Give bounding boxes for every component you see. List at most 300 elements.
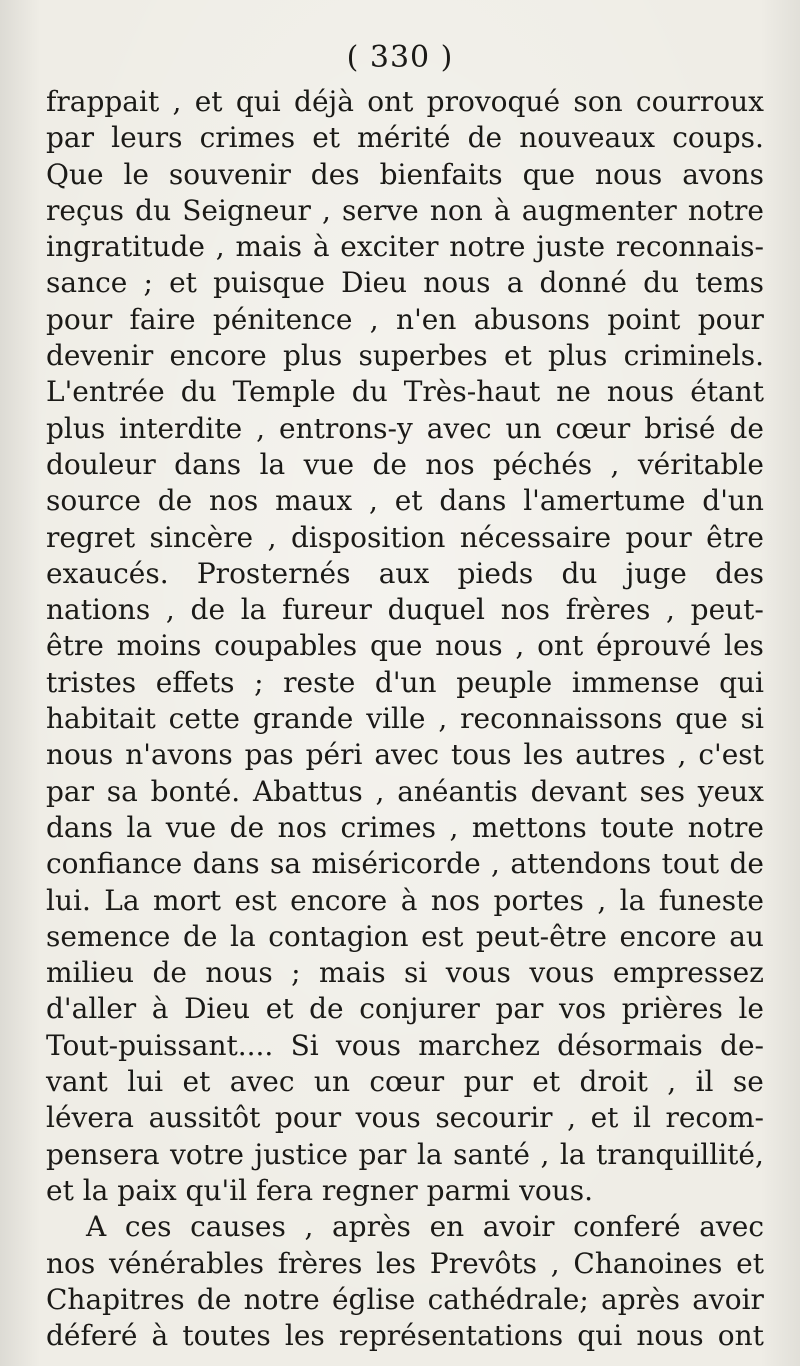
word: portes bbox=[493, 883, 584, 917]
word: L'entrée bbox=[46, 375, 165, 409]
word: peut- bbox=[690, 593, 764, 627]
word: se bbox=[732, 1065, 764, 1099]
word: Tout-puissant.... bbox=[46, 1028, 274, 1062]
word: , bbox=[610, 447, 620, 481]
text-line bbox=[46, 737, 764, 773]
word: l'amertume bbox=[523, 484, 686, 518]
word: plus bbox=[282, 339, 343, 373]
text-line bbox=[46, 810, 764, 846]
word: peuple bbox=[456, 665, 553, 699]
body-text bbox=[46, 84, 764, 1354]
word: si bbox=[740, 702, 764, 736]
word: avons bbox=[682, 157, 764, 191]
word: nous bbox=[46, 738, 114, 772]
word: contagion bbox=[268, 919, 409, 953]
text-line bbox=[46, 991, 764, 1027]
word: vous bbox=[335, 1028, 401, 1062]
word: avec bbox=[699, 1210, 764, 1244]
word: par bbox=[495, 992, 544, 1026]
word: sance bbox=[46, 266, 128, 300]
word: avoir bbox=[692, 1282, 764, 1316]
word: reconnais- bbox=[615, 230, 764, 264]
word: empressez bbox=[612, 956, 764, 990]
word: Que bbox=[46, 157, 104, 191]
word: n'en bbox=[396, 302, 457, 336]
word: qui bbox=[577, 1319, 623, 1353]
word: cœur bbox=[369, 1065, 445, 1099]
word: église bbox=[331, 1282, 416, 1316]
text-line bbox=[46, 846, 764, 882]
word: yeux bbox=[697, 774, 764, 808]
word: nous bbox=[205, 956, 273, 990]
word: , bbox=[369, 302, 379, 336]
word: la bbox=[230, 919, 256, 953]
text-line bbox=[46, 1318, 764, 1354]
word: tranquillité, bbox=[596, 1137, 764, 1171]
word: d'un bbox=[702, 484, 764, 518]
word: un bbox=[313, 1065, 350, 1099]
word: être bbox=[706, 520, 764, 554]
word: douleur bbox=[46, 447, 156, 481]
word: Chanoines bbox=[573, 1246, 723, 1280]
word: son bbox=[573, 85, 623, 118]
word: cathédrale; bbox=[427, 1282, 589, 1316]
word: non bbox=[429, 193, 483, 227]
word: la bbox=[619, 883, 646, 917]
word: toute bbox=[600, 810, 675, 844]
word: votre bbox=[170, 1137, 244, 1171]
word: , bbox=[369, 484, 378, 518]
word: d'aller bbox=[46, 992, 137, 1026]
word: et bbox=[503, 339, 532, 373]
word: encore bbox=[290, 883, 388, 917]
word: sa bbox=[270, 847, 302, 881]
word: immense bbox=[571, 665, 700, 699]
word: ont bbox=[717, 1319, 764, 1353]
word: nous bbox=[423, 266, 491, 300]
word: , bbox=[540, 1137, 550, 1171]
word: reçus bbox=[46, 193, 125, 227]
word: pour bbox=[274, 1101, 342, 1135]
word: est bbox=[234, 883, 277, 917]
word: et bbox=[182, 1065, 211, 1099]
word: nécessaire bbox=[459, 520, 612, 554]
word: Si bbox=[290, 1028, 319, 1062]
word: nos bbox=[209, 484, 259, 518]
word: nos bbox=[500, 593, 550, 627]
word: duquel bbox=[387, 593, 486, 627]
word: des bbox=[715, 556, 764, 590]
word: criminels. bbox=[623, 339, 764, 373]
word: ville bbox=[366, 702, 426, 736]
text-line bbox=[46, 338, 764, 374]
word: mettons bbox=[471, 810, 587, 844]
word: par bbox=[358, 1137, 407, 1171]
text-line bbox=[46, 1028, 764, 1064]
word: représentations bbox=[338, 1319, 564, 1353]
word: juge bbox=[625, 556, 687, 590]
word: nous bbox=[595, 157, 663, 191]
word: de bbox=[729, 411, 764, 445]
word: de bbox=[157, 484, 193, 518]
word: Dieu bbox=[184, 992, 251, 1026]
word: , bbox=[172, 85, 182, 118]
text-line bbox=[46, 84, 764, 120]
word: nous bbox=[606, 375, 675, 409]
word: mérité bbox=[357, 121, 451, 155]
word: faire bbox=[129, 302, 196, 336]
word: devenir bbox=[46, 339, 154, 373]
word: dans bbox=[46, 810, 114, 844]
word: causes bbox=[190, 1210, 286, 1244]
word: avec bbox=[374, 738, 440, 772]
word: que bbox=[369, 629, 423, 663]
word: serve bbox=[342, 193, 419, 227]
word: notre bbox=[687, 193, 764, 227]
word: c'est bbox=[698, 738, 764, 772]
word: miséricorde bbox=[311, 847, 481, 881]
word: Très-haut bbox=[403, 375, 541, 409]
word: ces bbox=[124, 1210, 172, 1244]
word: ne bbox=[556, 375, 591, 409]
word: à bbox=[151, 1319, 169, 1353]
word: souvenir bbox=[168, 157, 291, 191]
word: grande bbox=[252, 702, 354, 736]
word: , bbox=[375, 774, 385, 808]
text-line bbox=[46, 701, 764, 737]
word: du bbox=[643, 266, 680, 300]
word: être bbox=[46, 629, 104, 663]
text-line bbox=[46, 1209, 764, 1245]
word: les bbox=[724, 629, 764, 663]
word: brisé bbox=[644, 411, 716, 445]
word: , bbox=[567, 1101, 577, 1135]
word: bienfaits bbox=[379, 157, 503, 191]
word: autres bbox=[575, 738, 666, 772]
word: pénitence bbox=[212, 302, 353, 336]
word: maux bbox=[275, 484, 353, 518]
word: le bbox=[123, 157, 149, 191]
word: et bbox=[394, 484, 423, 518]
word: plus bbox=[548, 339, 608, 373]
word: entrons-y bbox=[279, 411, 413, 445]
word: Prevôts bbox=[429, 1246, 537, 1280]
word: dans bbox=[174, 447, 242, 481]
word: et bbox=[265, 992, 294, 1026]
word: crimes bbox=[340, 810, 436, 844]
text-line bbox=[46, 302, 764, 338]
word: en bbox=[429, 1210, 465, 1244]
text-line bbox=[46, 447, 764, 483]
word: , bbox=[304, 1210, 314, 1244]
word: peut-être bbox=[475, 919, 607, 953]
word: tout bbox=[661, 847, 720, 881]
word: point bbox=[607, 302, 681, 336]
word: véritable bbox=[637, 447, 764, 481]
word: aussitôt bbox=[148, 1101, 261, 1135]
word: les bbox=[376, 1246, 417, 1280]
word: exciter bbox=[340, 230, 439, 264]
word: par bbox=[46, 121, 95, 155]
word: et bbox=[736, 1246, 764, 1280]
word: du bbox=[180, 375, 217, 409]
text-line bbox=[46, 374, 764, 410]
word: coupables bbox=[214, 629, 358, 663]
text-line-content: et la paix qu'il fera regner parmi vous. bbox=[46, 1173, 594, 1207]
word: moins bbox=[116, 629, 202, 663]
word: a bbox=[506, 266, 524, 300]
word: devant bbox=[530, 774, 627, 808]
word: , bbox=[491, 847, 500, 881]
word: milieu bbox=[46, 956, 135, 990]
text-line bbox=[46, 120, 764, 156]
word: reste bbox=[283, 665, 356, 699]
word: de bbox=[729, 847, 764, 881]
text-line bbox=[46, 665, 764, 701]
word: et bbox=[590, 1101, 619, 1135]
text-line bbox=[46, 1246, 764, 1282]
word: donné bbox=[539, 266, 627, 300]
word: la bbox=[259, 447, 286, 481]
word: dans bbox=[192, 847, 260, 881]
word: les bbox=[523, 738, 564, 772]
word: de bbox=[229, 810, 265, 844]
word: que bbox=[675, 702, 728, 736]
word: que bbox=[522, 157, 576, 191]
word: nations bbox=[46, 593, 151, 627]
text-line bbox=[46, 520, 764, 556]
word: mais bbox=[319, 956, 386, 990]
word: est bbox=[421, 919, 464, 953]
word: n'avons bbox=[125, 738, 233, 772]
word: nos bbox=[46, 1246, 96, 1280]
word: après bbox=[601, 1282, 680, 1316]
word: de bbox=[309, 992, 344, 1026]
word: Dieu bbox=[341, 266, 408, 300]
word: qui bbox=[719, 665, 764, 699]
word: Prosternés bbox=[196, 556, 351, 590]
word: de bbox=[190, 593, 226, 627]
word: source bbox=[46, 484, 141, 518]
word: la bbox=[126, 810, 153, 844]
word: du bbox=[135, 193, 172, 227]
word: par bbox=[46, 774, 95, 808]
word: sa bbox=[106, 774, 138, 808]
word: ont bbox=[367, 85, 414, 118]
word: nous bbox=[636, 1319, 704, 1353]
word: encore bbox=[169, 339, 267, 373]
word: , bbox=[438, 702, 448, 736]
word: superbes bbox=[358, 339, 488, 373]
word: ; bbox=[143, 266, 153, 300]
word: notre bbox=[243, 1282, 320, 1316]
word: conjurer bbox=[359, 992, 480, 1026]
word: encore bbox=[619, 919, 717, 953]
word: provoqué bbox=[426, 85, 561, 118]
word: vant bbox=[46, 1065, 108, 1099]
text-line bbox=[46, 592, 764, 628]
word: avoir bbox=[482, 1210, 555, 1244]
word: abusons bbox=[473, 302, 591, 336]
word: tristes bbox=[46, 665, 137, 699]
word: ont bbox=[537, 629, 584, 663]
word: de bbox=[152, 956, 187, 990]
word: , bbox=[667, 1065, 677, 1099]
word: semence bbox=[46, 919, 171, 953]
word: exaucés. bbox=[46, 556, 169, 590]
word: coups. bbox=[672, 121, 764, 155]
page-number: ( 330 ) bbox=[346, 40, 454, 75]
word: éprouvé bbox=[596, 629, 712, 663]
word: vous bbox=[529, 956, 595, 990]
text-line bbox=[46, 628, 764, 664]
word: vue bbox=[303, 447, 355, 481]
text-line bbox=[46, 919, 764, 955]
word: un bbox=[505, 411, 542, 445]
word: il bbox=[632, 1101, 651, 1135]
word: des bbox=[310, 157, 360, 191]
word: justice bbox=[254, 1137, 348, 1171]
word: juste bbox=[536, 230, 606, 264]
word: et bbox=[169, 266, 197, 300]
word: dans bbox=[439, 484, 507, 518]
word: mais bbox=[235, 230, 303, 264]
word: lui bbox=[127, 1065, 164, 1099]
text-line bbox=[46, 193, 764, 229]
word: vos bbox=[559, 992, 607, 1026]
word: qui bbox=[235, 85, 281, 118]
word: frères bbox=[277, 1246, 363, 1280]
word: étant bbox=[690, 375, 764, 409]
word: plus bbox=[46, 411, 106, 445]
word: nos bbox=[430, 883, 481, 917]
word: prières bbox=[621, 992, 723, 1026]
word: , bbox=[550, 1246, 560, 1280]
word: avec bbox=[229, 1065, 295, 1099]
text-line bbox=[46, 229, 764, 265]
word: aux bbox=[378, 556, 430, 590]
word: déferé bbox=[46, 1319, 138, 1353]
text-line bbox=[46, 556, 764, 592]
word: pieds bbox=[457, 556, 534, 590]
text-line bbox=[46, 1137, 764, 1173]
text-line bbox=[46, 265, 764, 301]
word: bonté. bbox=[150, 774, 241, 808]
word: effets bbox=[155, 665, 235, 699]
word: pur bbox=[463, 1065, 513, 1099]
word: , bbox=[256, 411, 266, 445]
word: conferé bbox=[573, 1210, 681, 1244]
word: pensera bbox=[46, 1137, 160, 1171]
text-line bbox=[46, 1100, 764, 1136]
word: funeste bbox=[658, 883, 764, 917]
word: Temple bbox=[232, 375, 336, 409]
text-line bbox=[46, 1173, 764, 1209]
word: droit bbox=[579, 1065, 648, 1099]
word: péchés bbox=[492, 447, 593, 481]
word: de bbox=[196, 1282, 232, 1316]
word: , bbox=[677, 738, 687, 772]
word: , bbox=[515, 629, 525, 663]
word: marchez bbox=[418, 1028, 540, 1062]
word: tems bbox=[695, 266, 764, 300]
word: vue bbox=[165, 810, 217, 844]
word: leurs bbox=[111, 121, 183, 155]
word: vous bbox=[355, 1101, 421, 1135]
word: tous bbox=[451, 738, 512, 772]
word: ; bbox=[291, 956, 301, 990]
text-line bbox=[46, 411, 764, 447]
word: pour bbox=[625, 520, 692, 554]
text-line bbox=[46, 955, 764, 991]
word: augmenter bbox=[521, 193, 677, 227]
word: regret bbox=[46, 520, 136, 554]
word: désormais bbox=[557, 1028, 703, 1062]
word: vénérables bbox=[109, 1246, 264, 1280]
word: la bbox=[240, 593, 267, 627]
word: à bbox=[493, 193, 511, 227]
word: secourir bbox=[435, 1101, 553, 1135]
word: fureur bbox=[282, 593, 372, 627]
word: , bbox=[666, 593, 675, 627]
word: Chapitres bbox=[46, 1282, 185, 1316]
word: mort bbox=[153, 883, 222, 917]
word: la bbox=[416, 1137, 443, 1171]
word: de bbox=[372, 447, 407, 481]
word: La bbox=[104, 883, 140, 917]
word: , bbox=[215, 230, 225, 264]
word: , bbox=[267, 520, 277, 554]
word: il bbox=[695, 1065, 714, 1099]
word: d'un bbox=[374, 665, 437, 699]
text-line bbox=[46, 157, 764, 193]
word: notre bbox=[687, 810, 764, 844]
word: vous bbox=[445, 956, 511, 990]
word: , bbox=[449, 810, 459, 844]
word: à bbox=[312, 230, 330, 264]
word: Seigneur bbox=[182, 193, 311, 227]
word: frères bbox=[565, 593, 651, 627]
word: et bbox=[532, 1065, 561, 1099]
word: nouveaux bbox=[519, 121, 656, 155]
word: confiance bbox=[46, 847, 183, 881]
word: crimes bbox=[199, 121, 296, 155]
word: interdite bbox=[119, 411, 243, 445]
word: ; bbox=[254, 665, 264, 699]
word: puisque bbox=[213, 266, 325, 300]
word: cette bbox=[168, 702, 240, 736]
word: cœur bbox=[555, 411, 631, 445]
word: lévera bbox=[46, 1101, 134, 1135]
word: avec bbox=[426, 411, 492, 445]
word: courroux bbox=[635, 85, 764, 118]
word: de bbox=[182, 919, 218, 953]
word: à bbox=[400, 883, 418, 917]
text-line bbox=[46, 1282, 764, 1318]
word: déjà bbox=[294, 85, 354, 118]
word: Abattus bbox=[252, 774, 363, 808]
word: toutes bbox=[182, 1319, 271, 1353]
word: du bbox=[561, 556, 598, 590]
word: habitait bbox=[46, 702, 156, 736]
word: de- bbox=[720, 1028, 764, 1062]
word: et bbox=[194, 85, 223, 118]
word: anéantis bbox=[397, 774, 518, 808]
word: disposition bbox=[290, 520, 446, 554]
word: à bbox=[151, 992, 169, 1026]
word: , bbox=[322, 193, 331, 227]
word: péri bbox=[305, 738, 363, 772]
